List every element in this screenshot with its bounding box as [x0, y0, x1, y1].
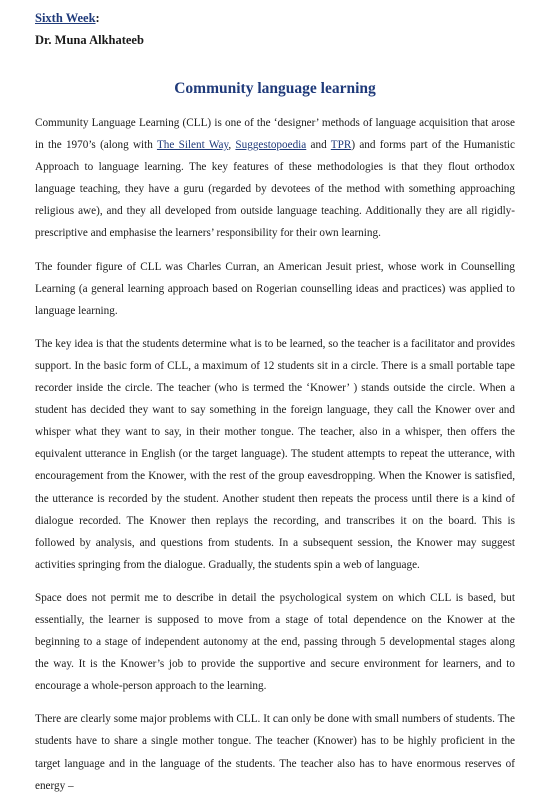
- link-suggestopoedia[interactable]: Suggestopoedia: [235, 139, 307, 152]
- paragraph-founder: The founder figure of CLL was Charles Curran, an American Jesuit priest, whose work in Counselling Learning (a general learning approach based on Rogerian counselling ideas and practices) was applied to language learning.: [35, 260, 515, 317]
- week-colon: :: [95, 11, 100, 25]
- page-title: Community language learning: [174, 80, 376, 97]
- separator: ,: [228, 139, 236, 152]
- separator: and: [306, 139, 331, 152]
- document-page: [35, 0, 515, 797]
- link-silent-way[interactable]: The Silent Way: [156, 139, 229, 152]
- link-tpr[interactable]: TPR: [330, 139, 352, 152]
- paragraph-psychology: Space does not permit me to describe in detail the psychological system on which CLL is based, but essentially, the learner is supposed to move from a stage of total dependence on the Knower at the beginning to a stage of independent autonomy at the end, passing through 5 developmental stages along the way. It is the Knower’s job to provide the supportive and secure environment for learners, and to encourage a whole-person approach to the learning.: [35, 591, 515, 693]
- paragraph-key-idea: The key idea is that the students determine what is to be learned, so the teacher is a facilitator and provides support. In the basic form of CLL, a maximum of 12 students sit in a circle. There is a small portable tape recorder inside the circle. The teacher (who is termed the ‘Knower’ ) stands outside the circle. When a student has decided they want to say something in the foreign language, they call the Knower over and whisper what they want to say, in their mother tongue. The teacher, also in a whisper, then offers the equivalent utterance in English (or the target language). The student attempts to repeat the utterance, with encouragement from the Knower, with the rest of the group eavesdropping. When the Knower is satisfied, the utterance is recorded by the student. Another student then repeats the process until there is a kind of dialogue recorded. The Knower then replays the recording, and transcribes it on the board. This is followed by analysis, and questions from students. In a subsequent session, the Knower may suggest activities springing from the dialogue. Gradually, the students spin a web of language.: [35, 337, 515, 571]
- paragraph-text: Community Language Learning (CLL) is one of the ‘designer’ methods of language acquisition that arose in the 1970’s (along with: [35, 117, 515, 152]
- author-name: Dr. Muna Alkhateeb: [35, 33, 144, 47]
- week-link[interactable]: Sixth Week: [35, 11, 96, 25]
- week-heading: [35, 9, 515, 27]
- paragraph-intro: [35, 112, 515, 245]
- paragraph-text: ) and forms part of the Humanistic Approach to language learning. The key features of these methodologies is that they flout orthodox language teaching, they have a guru (regarded by devotees of the method with something approaching religious awe), and they all developed from outside language teaching. Additionally they are all rigidly-prescriptive and emphasise the learners’ responsibility for their own learning.: [35, 139, 516, 240]
- paragraph-problems: There are clearly some major problems with CLL. It can only be done with small numbers of students. The students have to share a single mother tongue. The teacher (Knower) has to be highly proficient in the target language and in the language of the students. The teacher also has to have enormous reserves of energy –: [35, 713, 515, 792]
